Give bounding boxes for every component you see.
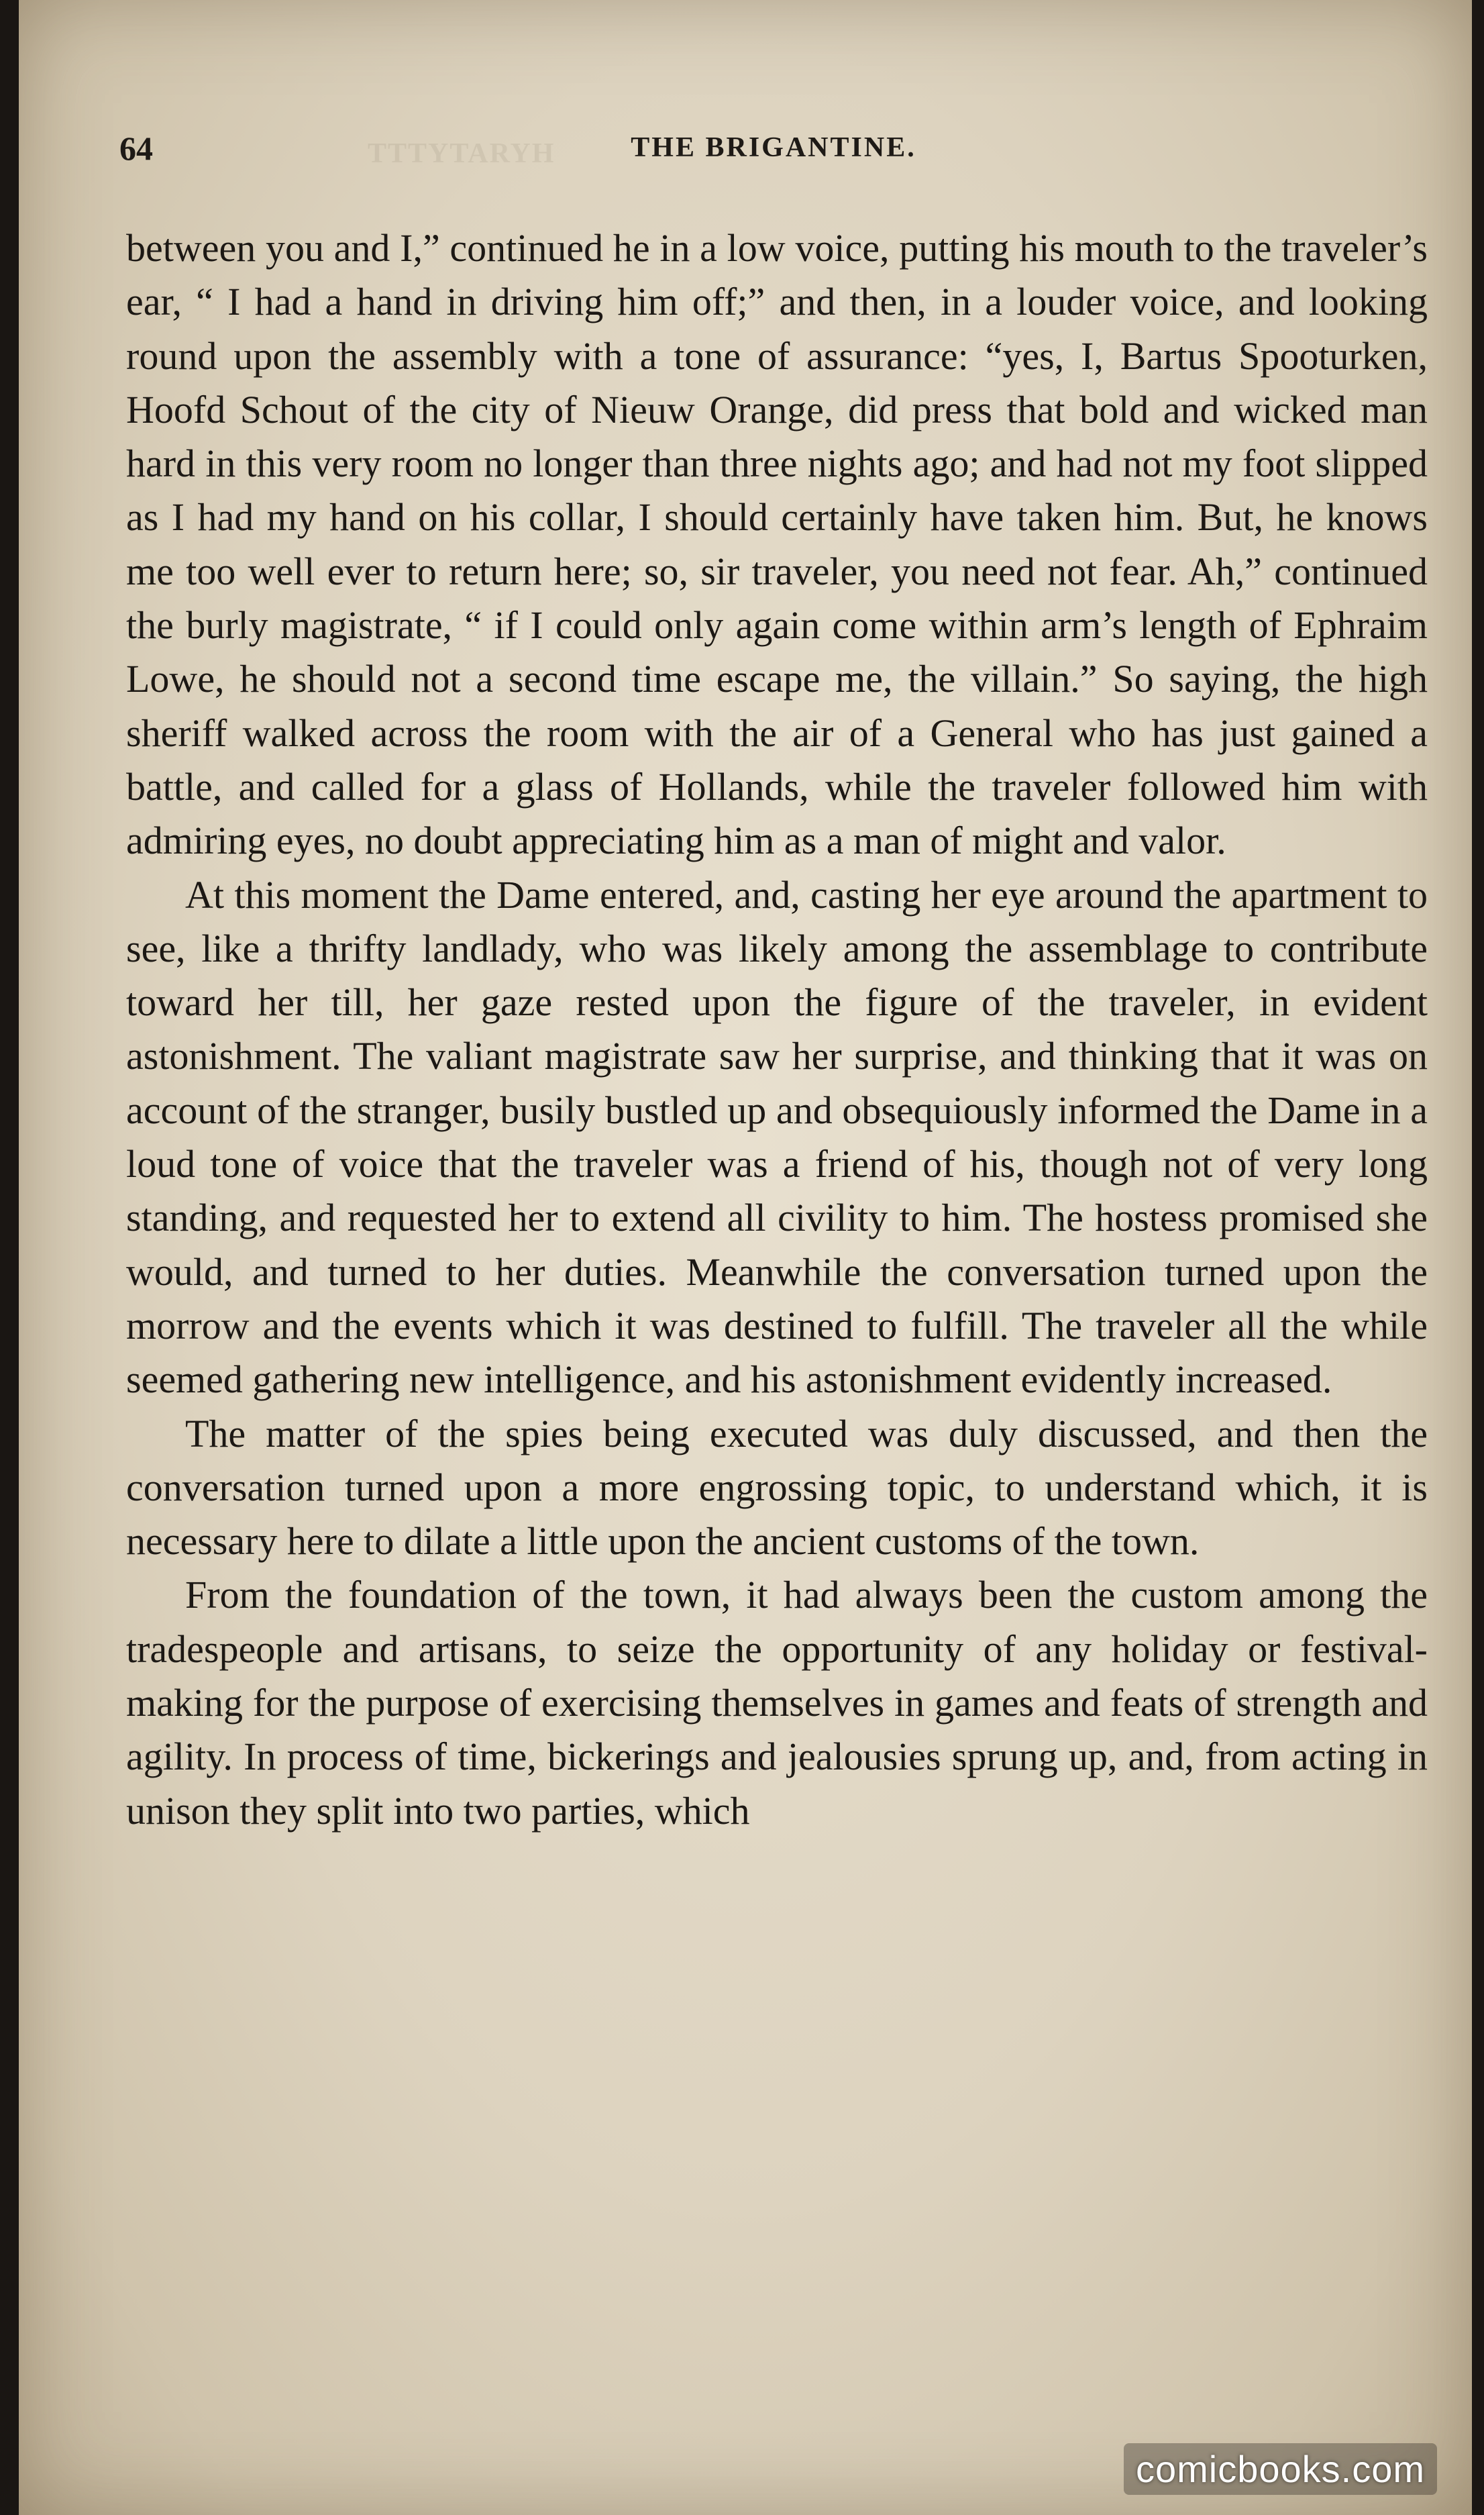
book-page — [19, 0, 1472, 2515]
running-head: THE BRIGANTINE. — [631, 132, 916, 163]
paragraph: At this moment the Dame entered, and, casting her eye around the apartment to see, like a thrifty landlady, who was likely among the assemblage to contribute toward her till, her gaze rested upon the figure of the traveler, in evident astonishment. The valiant magistrate saw her surprise, and thinking that it was on account of the stranger, busily bustled up and obsequiously informed the Dame in a loud tone of voice that the traveler was a friend of his, though not of very long standing, and requested her to extend all civility to him. The hostess promised she would, and turned to her duties. Meanwhile the conversation turned upon the morrow and the events which it was destined to fulfill. The traveler all the while seemed gathering new intelligence, and his astonishment evidently increased. — [126, 872, 1428, 1402]
body-text — [126, 221, 1428, 1838]
page-header — [119, 129, 1428, 169]
paragraph: The matter of the spies being executed was duly discussed, and then the conversation turned upon a more engrossing topic, to understand which, it is necessary here to dilate a little upon the ancient customs of the town. — [126, 1411, 1428, 1563]
paragraph: between you and I,” continued he in a low voice, putting his mouth to the traveler’s ear, “ I had a hand in driving him off;” and then, in a louder voice, and looking round upon the assembly with a tone of assurance: “yes, I, Bartus Spooturken, Hoofd Schout of the city of Nieuw Orange, did press that bold and wicked man hard in this very room no longer than three nights ago; and had not my foot slipped as I had my hand on his collar, I should certainly have taken him. But, he knows me too well ever to return here; so, sir traveler, you need not fear. Ah,” continued the burly magistrate, “ if I could only again come within arm’s length of Ephraim Lowe, he should not a second time escape me, the villain.” So saying, the high sheriff walked across the room with the air of a General who has just gained a battle, and called for a glass of Hollands, while the traveler followed him with admiring eyes, no doubt appreciating him as a man of might and valor. — [126, 226, 1428, 863]
bleed-through-text: TTTYTARYH — [368, 138, 555, 169]
watermark: comicbooks.com — [1124, 2443, 1437, 2495]
paragraph: From the foundation of the town, it had always been the custom among the tradespeople and artisans, to seize the opportunity of any holiday or festival-making for the purpose of exercising themselves in games and feats of strength and agility. In process of time, bickerings and jealousies sprung up, and, from acting in unison they split into two parties, which — [126, 1573, 1428, 1833]
page-number: 64 — [119, 130, 153, 167]
